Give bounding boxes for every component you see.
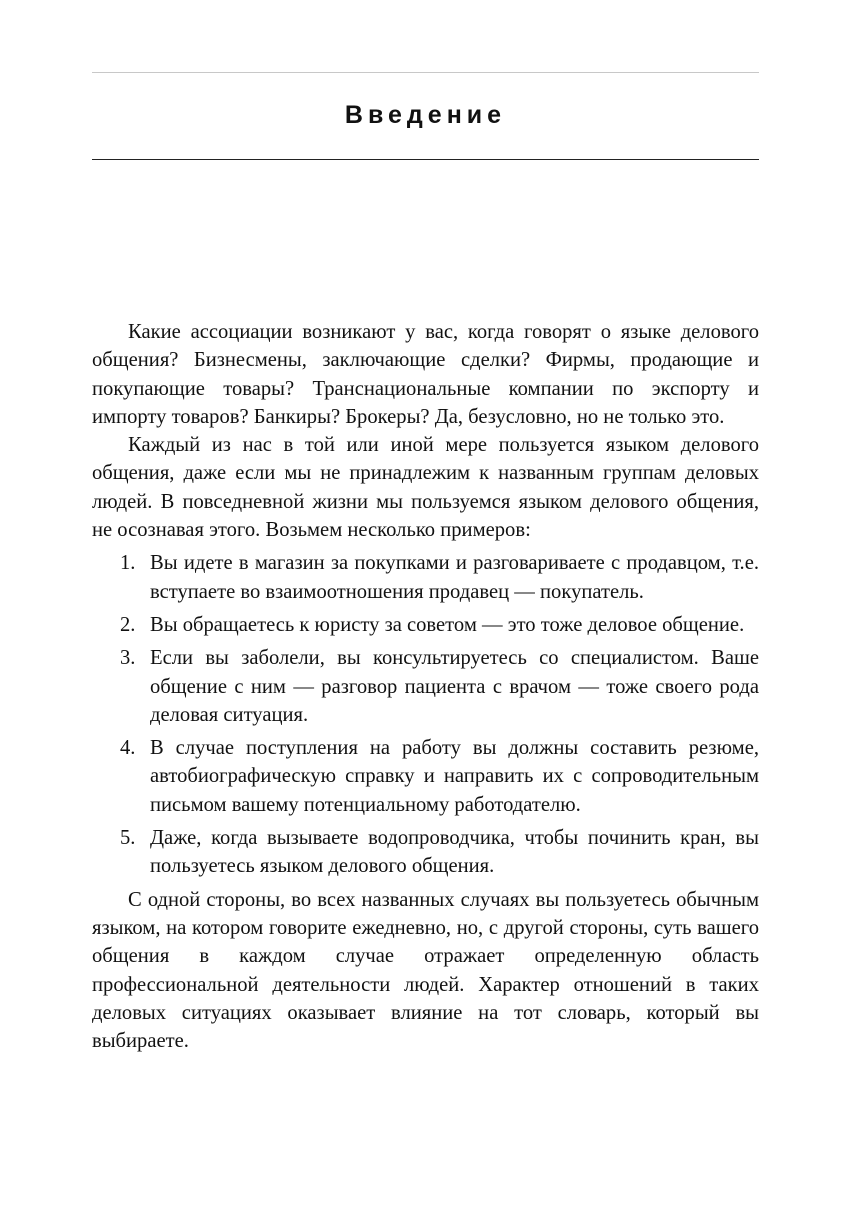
paragraph: Каждый из нас в той или иной мере пользуется языком делового общения, даже если мы не принадлежим к названным группам деловых людей. В повседневной жизни мы пользуемся языком делового общения, не осознавая этого. Возьмем несколько примеров: [92,434,759,542]
list-item [92,824,759,881]
chapter-body [92,318,759,1055]
list-item [92,549,759,606]
chapter-title: Введение [344,101,507,129]
examples-list [92,549,759,880]
list-item-text: Даже, когда вызываете водопроводчика, чтобы починить кран, вы пользуетесь языком делового общения. [150,827,759,878]
header-rule-bottom [92,159,759,160]
list-item-number: 3. [120,647,136,670]
list-item-number: 1. [120,552,136,575]
list-item-text: Вы идете в магазин за покупками и разговариваете с продавцом, т.е. вступаете во взаимоотношения продавец — покупатель. [150,552,759,603]
list-item-number: 5. [120,827,136,850]
list-item-text: Если вы заболели, вы консультируетесь со специалистом. Ваше общение с ним — разговор пациента с врачом — тоже своего рода деловая ситуация. [150,647,759,726]
list-item [92,734,759,819]
paragraph: Какие ассоциации возникают у вас, когда говорят о языке делового общения? Бизнесмены, заключающие сделки? Фирмы, продающие и покупающие товары? Транснациональные компании по экспорту и импорту товаров? Банкиры? Брокеры? Да, безусловно, но не только это. [92,321,759,428]
list-item-text: Вы обращаетесь к юристу за советом — это тоже деловое общение. [150,613,745,636]
paragraph-closing: С одной стороны, во всех названных случаях вы пользуетесь обычным языком, на котором говорите ежедневно, но, с другой стороны, суть вашего общения в каждом случае отражает определенную область профессиональной деятельности людей. Характер отношений в таких деловых ситуациях оказывает влияние на тот словарь, который вы выбираете. [92,888,759,1053]
list-item [92,611,759,639]
list-item-text: В случае поступления на работу вы должны составить резюме, автобиографическую справку и направить их с сопроводительным письмом вашему потенциальному работодателю. [150,737,759,816]
list-item [92,644,759,729]
header-rule-top [92,72,759,73]
list-item-number: 4. [120,737,136,760]
list-item-number: 2. [120,613,136,636]
